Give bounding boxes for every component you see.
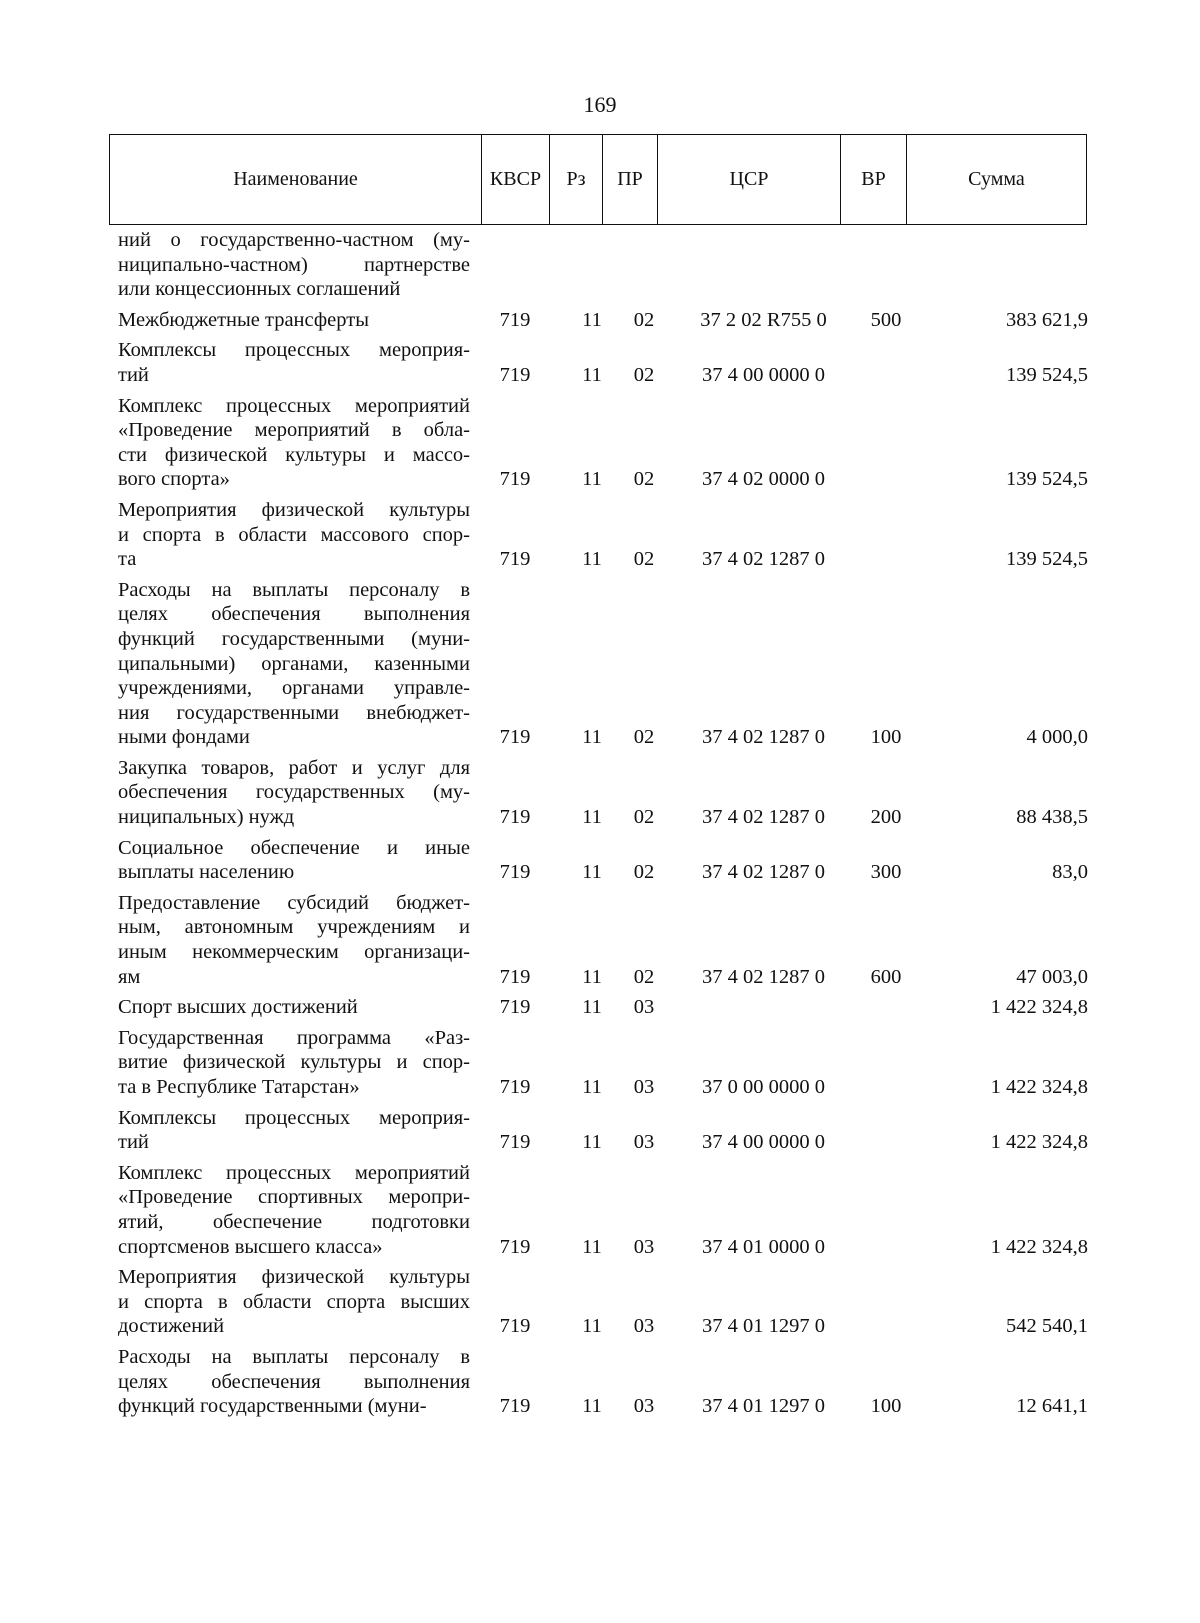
row-name-line: иным некоммерческим организаци- bbox=[118, 941, 470, 964]
row-pr: 02 bbox=[633, 363, 655, 386]
row-name bbox=[118, 836, 470, 885]
row-rz: 11 bbox=[582, 1076, 602, 1098]
table-header bbox=[109, 134, 1087, 225]
row-kvsr: 719 bbox=[499, 861, 531, 884]
row-name bbox=[118, 1265, 470, 1339]
table-body bbox=[118, 228, 1088, 1419]
row-name-line: спортсменов высшего класса» bbox=[118, 1235, 383, 1258]
column-header-sum: Сумма bbox=[968, 168, 1025, 190]
row-name-line: ям bbox=[118, 965, 141, 988]
row-csr: 37 4 02 1287 0 bbox=[702, 548, 825, 571]
row-name-line: ний о государственно-частном (му- bbox=[118, 229, 470, 251]
table-row bbox=[118, 308, 1088, 333]
row-sum: 383 621,9 bbox=[1006, 308, 1088, 331]
row-rz: 11 bbox=[582, 1235, 602, 1258]
table-row bbox=[118, 836, 1088, 885]
row-vr: 100 bbox=[870, 726, 902, 749]
row-name bbox=[118, 1026, 470, 1100]
row-csr: 37 4 02 0000 0 bbox=[702, 468, 825, 491]
row-name bbox=[118, 228, 470, 302]
row-name-line: и спорта в области спорта высших bbox=[118, 1290, 470, 1313]
table-row bbox=[118, 756, 1088, 830]
row-pr: 02 bbox=[633, 548, 655, 571]
row-name-line: та в Республике Татарстан» bbox=[118, 1076, 360, 1098]
row-pr: 03 bbox=[633, 996, 655, 1019]
row-name-line: ципальными) органами, казенными bbox=[118, 652, 470, 675]
table-row bbox=[118, 1265, 1088, 1339]
row-kvsr: 719 bbox=[499, 548, 531, 571]
row-csr: 37 4 02 1287 0 bbox=[702, 726, 825, 749]
row-name-line: Мероприятия физической культуры bbox=[118, 498, 470, 521]
row-kvsr: 719 bbox=[499, 996, 531, 1019]
row-sum: 4 000,0 bbox=[1026, 726, 1088, 749]
row-name-line: Социальное обеспечение и иные bbox=[118, 836, 470, 859]
row-rz: 11 bbox=[582, 363, 602, 386]
row-name-line: Мероприятия физической культуры bbox=[118, 1266, 470, 1289]
row-csr: 37 4 00 0000 0 bbox=[702, 363, 825, 386]
row-name bbox=[118, 891, 470, 989]
row-sum: 1 422 324,8 bbox=[990, 1076, 1088, 1098]
column-header-pr: ПР bbox=[603, 135, 658, 224]
row-vr: 600 bbox=[870, 965, 902, 988]
row-kvsr: 719 bbox=[499, 363, 531, 386]
table-row bbox=[118, 1161, 1088, 1259]
row-vr: 300 bbox=[870, 861, 902, 884]
row-name bbox=[118, 756, 470, 830]
row-rz: 11 bbox=[582, 548, 602, 571]
row-name-line: Комплекс процессных мероприятий bbox=[118, 394, 470, 417]
row-name-line: вого спорта» bbox=[118, 468, 230, 491]
row-name-line: Спорт высших достижений bbox=[118, 996, 358, 1019]
row-name-line: или концессионных соглашений bbox=[118, 278, 401, 301]
row-name-line: учреждениями, органами управле- bbox=[118, 677, 470, 700]
row-pr: 03 bbox=[633, 1131, 655, 1154]
row-vr: 500 bbox=[870, 308, 902, 331]
row-rz: 11 bbox=[582, 726, 602, 749]
row-name-line: Межбюджетные трансферты bbox=[118, 308, 369, 331]
row-pr: 03 bbox=[633, 1076, 655, 1098]
row-csr: 37 4 02 1287 0 bbox=[702, 965, 825, 988]
row-name-line: Расходы на выплаты персоналу в bbox=[118, 1345, 470, 1368]
row-name-line: Комплексы процессных мероприя- bbox=[118, 1106, 470, 1129]
row-sum: 83,0 bbox=[1052, 861, 1088, 884]
row-name-line: «Проведение спортивных меропри- bbox=[118, 1186, 470, 1209]
row-csr: 37 4 01 0000 0 bbox=[702, 1235, 825, 1258]
table-row bbox=[118, 891, 1088, 989]
table-row bbox=[118, 1106, 1088, 1155]
row-rz: 11 bbox=[582, 965, 602, 988]
row-sum: 1 422 324,8 bbox=[990, 1131, 1088, 1154]
row-kvsr: 719 bbox=[499, 726, 531, 749]
table-row bbox=[118, 995, 1088, 1020]
table-row bbox=[118, 1345, 1088, 1419]
row-name bbox=[118, 1106, 470, 1155]
row-kvsr: 719 bbox=[499, 308, 531, 331]
table-row bbox=[118, 498, 1088, 572]
row-name-line: ными фондами bbox=[118, 726, 250, 749]
page-number: 169 bbox=[583, 92, 617, 117]
row-name bbox=[118, 995, 470, 1020]
row-pr: 02 bbox=[633, 308, 655, 331]
row-name bbox=[118, 394, 470, 492]
row-pr: 03 bbox=[633, 1315, 655, 1338]
row-name-line: «Проведение мероприятий в обла- bbox=[118, 419, 470, 442]
row-name-line: функций государственными (муни- bbox=[118, 627, 470, 650]
row-sum: 139 524,5 bbox=[1006, 468, 1088, 491]
column-header-vr: ВР bbox=[841, 135, 907, 224]
row-name-line: ния государственными внебюджет- bbox=[118, 701, 470, 724]
row-pr: 02 bbox=[633, 468, 655, 491]
row-csr: 37 4 01 1297 0 bbox=[702, 1395, 825, 1418]
column-header-rz: Рз bbox=[550, 135, 603, 224]
row-name-line: Комплексы процессных мероприя- bbox=[118, 339, 470, 362]
row-name-line: обеспечения государственных (му- bbox=[118, 781, 470, 804]
row-rz: 11 bbox=[582, 468, 602, 491]
row-name-line: целях обеспечения выполнения bbox=[118, 1370, 470, 1393]
row-name-line: выплаты населению bbox=[118, 861, 295, 884]
row-rz: 11 bbox=[582, 1131, 602, 1154]
row-sum: 47 003,0 bbox=[1016, 965, 1088, 988]
row-pr: 03 bbox=[633, 1395, 655, 1418]
row-name-line: витие физической культуры и спор- bbox=[118, 1051, 470, 1074]
row-name bbox=[118, 498, 470, 572]
row-rz: 11 bbox=[582, 1395, 602, 1418]
row-csr: 37 4 02 1287 0 bbox=[702, 806, 825, 829]
row-sum: 1 422 324,8 bbox=[990, 1235, 1088, 1258]
row-name-line: Расходы на выплаты персоналу в bbox=[118, 578, 470, 601]
row-name-line: ным, автономным учреждениям и bbox=[118, 916, 470, 939]
table-row bbox=[118, 338, 1088, 387]
row-vr: 100 bbox=[870, 1395, 902, 1418]
table-row bbox=[118, 1026, 1088, 1100]
row-sum: 139 524,5 bbox=[1006, 548, 1088, 571]
row-vr: 200 bbox=[870, 806, 902, 829]
row-name-line: функций государственными (муни- bbox=[118, 1395, 427, 1418]
row-kvsr: 719 bbox=[499, 1235, 531, 1258]
row-name-line: Государственная программа «Раз- bbox=[118, 1026, 470, 1049]
row-name-line: целях обеспечения выполнения bbox=[118, 603, 470, 626]
row-sum: 139 524,5 bbox=[1006, 363, 1088, 386]
table-row bbox=[118, 228, 1088, 302]
row-kvsr: 719 bbox=[499, 1076, 531, 1098]
row-name-line: Комплекс процессных мероприятий bbox=[118, 1161, 470, 1184]
row-name bbox=[118, 338, 470, 387]
row-name bbox=[118, 308, 470, 333]
row-sum: 542 540,1 bbox=[1006, 1315, 1088, 1338]
row-rz: 11 bbox=[582, 308, 602, 331]
row-pr: 02 bbox=[633, 726, 655, 749]
row-kvsr: 719 bbox=[499, 1395, 531, 1418]
row-csr: 37 4 02 1287 0 bbox=[702, 861, 825, 884]
row-sum: 1 422 324,8 bbox=[990, 996, 1088, 1019]
row-csr: 37 2 02 R755 0 bbox=[700, 308, 827, 331]
row-name-line: ятий, обеспечение подготовки bbox=[118, 1210, 470, 1233]
row-pr: 02 bbox=[633, 806, 655, 829]
row-rz: 11 bbox=[582, 861, 602, 884]
row-name-line: тий bbox=[118, 363, 149, 386]
row-sum: 12 641,1 bbox=[1016, 1395, 1088, 1418]
row-kvsr: 719 bbox=[499, 1131, 531, 1154]
row-name-line: и спорта в области массового спор- bbox=[118, 523, 470, 546]
row-kvsr: 719 bbox=[499, 1315, 531, 1338]
row-kvsr: 719 bbox=[499, 806, 531, 829]
row-name-line: та bbox=[118, 548, 137, 571]
table-row bbox=[118, 578, 1088, 750]
row-csr: 37 4 00 0000 0 bbox=[702, 1131, 825, 1154]
row-name-line: Закупка товаров, работ и услуг для bbox=[118, 756, 470, 779]
row-pr: 02 bbox=[633, 861, 655, 884]
row-name bbox=[118, 578, 470, 750]
row-rz: 11 bbox=[582, 1315, 602, 1338]
column-header-name: Наименование bbox=[110, 135, 482, 224]
column-header-kvsr: КВСР bbox=[482, 135, 550, 224]
row-name bbox=[118, 1161, 470, 1259]
row-csr: 37 0 00 0000 0 bbox=[702, 1076, 825, 1098]
row-name-line: достижений bbox=[118, 1315, 225, 1338]
row-name-line: Предоставление субсидий бюджет- bbox=[118, 891, 470, 914]
row-pr: 02 bbox=[633, 965, 655, 988]
column-header-csr: ЦСР bbox=[658, 135, 841, 224]
table-row bbox=[118, 394, 1088, 492]
row-pr: 03 bbox=[633, 1235, 655, 1258]
row-name-line: сти физической культуры и массо- bbox=[118, 443, 470, 466]
row-rz: 11 bbox=[582, 996, 602, 1019]
row-name-line: ниципальных) нужд bbox=[118, 806, 295, 829]
row-csr: 37 4 01 1297 0 bbox=[702, 1315, 825, 1338]
row-name-line: тий bbox=[118, 1131, 149, 1154]
row-name bbox=[118, 1345, 470, 1419]
row-sum: 88 438,5 bbox=[1016, 806, 1088, 829]
row-name-line: ниципально-частном) партнерстве bbox=[118, 253, 470, 276]
row-kvsr: 719 bbox=[499, 468, 531, 491]
row-rz: 11 bbox=[582, 806, 602, 829]
row-kvsr: 719 bbox=[499, 965, 531, 988]
